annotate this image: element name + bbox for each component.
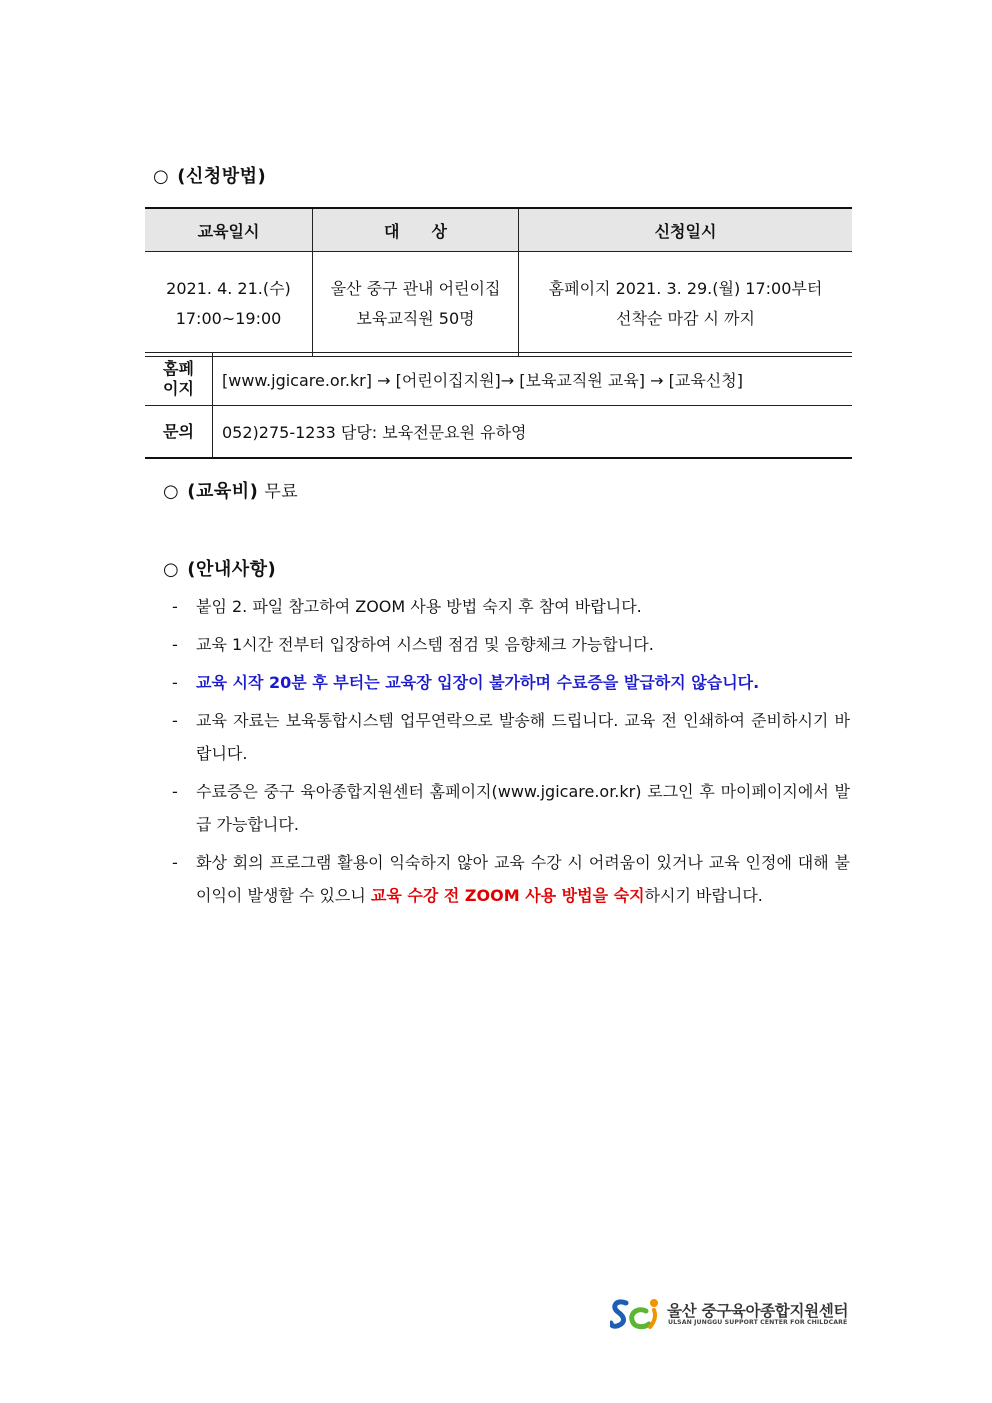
- section-heading-notice: [163, 555, 276, 581]
- center-logo-icon: [610, 1297, 666, 1331]
- header-apply: 신청일시: [519, 208, 853, 252]
- emphasis-text: 교육 수강 전 ZOOM 사용 방법을 숙지: [370, 886, 645, 905]
- homepage-path: [www.jgicare.or.kr] → [어린이집지원]→ [보육교직원 교육] → [교육신청]: [213, 353, 853, 406]
- dash-bullet: -: [172, 853, 178, 872]
- date-line: 2021. 4. 21.(수): [166, 279, 291, 298]
- section-title: (교육비): [187, 481, 259, 502]
- notice-list: [172, 590, 850, 917]
- table-row: [145, 252, 852, 357]
- contact-value: 052)275-1233 담당: 보육전문요원 유하영: [213, 406, 853, 459]
- contact-label: 문의: [145, 406, 213, 459]
- info-table: [145, 352, 852, 459]
- target-count-line: 보육교직원 50명: [356, 309, 475, 328]
- list-item: - 교육 자료는 보육통합시스템 업무연락으로 발송해 드립니다. 교육 전 인쇄하여 준비하시기 바랍니다.: [172, 704, 850, 770]
- header-date: 교육일시: [145, 208, 313, 252]
- target-line: 울산 중구 관내 어린이집: [330, 279, 501, 298]
- section-title: (신청방법): [177, 166, 267, 187]
- schedule-table: [145, 207, 852, 357]
- section-heading-method: [153, 162, 266, 188]
- cell-date: [145, 252, 313, 357]
- list-item: - 수료증은 중구 육아종합지원센터 홈페이지(www.jgicare.or.kr) 로그인 후 마이페이지에서 발급 가능합니다.: [172, 775, 850, 841]
- cell-target: [313, 252, 519, 357]
- logo-name: 울산 중구육아종합지원센터: [667, 1302, 849, 1320]
- time-line: 17:00~19:00: [175, 309, 282, 328]
- center-logo: [610, 1297, 855, 1333]
- dash-bullet: -: [172, 597, 178, 616]
- list-item: - 붙임 2. 파일 참고하여 ZOOM 사용 방법 숙지 후 참여 바랍니다.: [172, 590, 850, 623]
- list-item: - 교육 1시간 전부터 입장하여 시스템 점검 및 음향체크 가능합니다.: [172, 628, 850, 661]
- dash-bullet: -: [172, 635, 178, 654]
- dash-bullet: -: [172, 673, 178, 692]
- dash-bullet: -: [172, 782, 178, 801]
- table-row-homepage: [145, 353, 852, 406]
- apply-deadline-line: 선착순 마감 시 까지: [616, 309, 755, 328]
- logo-english: ULSAN JUNGGU SUPPORT CENTER FOR CHILDCARE: [668, 1319, 848, 1326]
- table-header-row: [145, 208, 852, 252]
- fee-value: 무료: [264, 482, 299, 502]
- cell-apply: [519, 252, 853, 357]
- circle-bullet-icon: ○: [163, 559, 180, 580]
- circle-bullet-icon: ○: [163, 481, 180, 502]
- circle-bullet-icon: ○: [153, 166, 170, 187]
- table-row-contact: [145, 406, 852, 459]
- dash-bullet: -: [172, 711, 178, 730]
- section-heading-fee: [163, 477, 298, 503]
- apply-line: 홈페이지 2021. 3. 29.(월) 17:00부터: [548, 279, 823, 298]
- list-item-warning: - 교육 시작 20분 후 부터는 교육장 입장이 불가하며 수료증을 발급하지 않습니다.: [172, 666, 850, 699]
- homepage-label: 홈페 이지: [145, 353, 213, 406]
- section-title: (안내사항): [187, 559, 277, 580]
- header-target: 대 상: [313, 208, 519, 252]
- list-item: - 화상 회의 프로그램 활용이 익숙하지 않아 교육 수강 시 어려움이 있거나 교육 인정에 대해 불이익이 발생할 수 있으니 교육 수강 전 ZOOM 사용 방법을 숙지하시기 바랍니다.: [172, 846, 850, 912]
